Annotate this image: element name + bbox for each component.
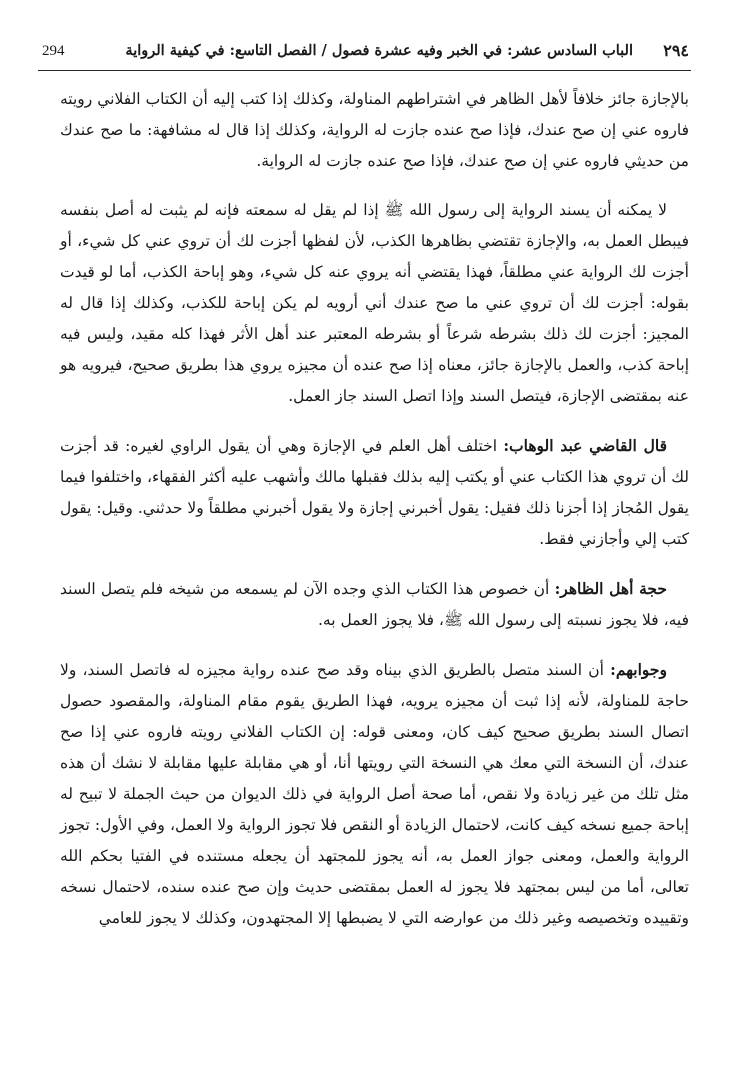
paragraph-isnad [60, 195, 689, 412]
paragraph-lead: وجوابهم: [610, 660, 667, 679]
paragraph-continuation [60, 84, 689, 177]
paragraph-text: أن خصوص هذا الكتاب الذي وجده الآن لم يسمعه من شيخه فلم يتصل السند فيه، فلا يجوز نسبته إلى رسول الله ﷺ، فلا يجوز العمل به. [60, 580, 689, 629]
paragraph-text: بالإجازة جائز خلافاً لأهل الظاهر في اشتراطهم المناولة، وكذلك إذا كتب إليه أن الكتاب الفلاني رويته فاروه عني إن صح عندك، فإذا صح عنده جازت له الرواية، وكذلك إذا قال له مشافهة: ما صح عندك من حديثي فاروه عني إن صح عندك، فإذا صح عنده جازت له الرواية. [60, 90, 689, 170]
paragraph-qadi-abd-al-wahhab [60, 430, 689, 555]
paragraph-response [60, 654, 689, 934]
page-number-latin: 294 [42, 43, 65, 59]
page-header [38, 38, 691, 71]
running-title: الباب السادس عشر: في الخبر وفيه عشرة فصول / الفصل التاسع: في كيفية الرواية [125, 42, 633, 59]
paragraph-lead: حجة أهل الظاهر: [554, 579, 667, 598]
page-body [60, 84, 689, 952]
paragraph-text: أن السند متصل بالطريق الذي بيناه وقد صح عنده رواية مجيزه له فاتصل السند، ولا حاجة للمناولة، لأنه إذا ثبت أن مجيزه يرويه، فهذا الطريق يقوم مقام المناولة، والمقصود حصول اتصال السند بطريق صحيح كيف كان، ومعنى قوله: إن الكتاب الفلاني رويته فاروه عني إذا صح عندك، أن النسخة التي معك هي النسخة التي رويتها أنا، أو هي مقابلة عليها مقابلة لا نشك أن هذه مثل تلك من غير زيادة ولا نقص، أما صحة أصل الرواية في ذلك الديوان من حيث الجملة لا تبيح له إباحة جميع نسخه كيف كانت، لاحتمال الزيادة أو النقص فلا تجوز الرواية ولا العمل، وفي الأول: تجوز الرواية والعمل، ومعنى جواز العمل به، أنه يجوز للمجتهد أن يجعله مستنده في الفتيا بحكم الله تعالى، أما من ليس بمجتهد فلا يجوز له العمل بمقتضى حديث وإن صح عنده سنده، لاحتمال نسخه وتقييده وتخصيصه وغير ذلك من عوارضه التي لا يضبطها إلا المجتهدون، وكذلك لا يجوز للعامي [60, 661, 689, 927]
paragraph-lead: قال القاضي عبد الوهاب: [503, 436, 667, 455]
paragraph-zahiri-argument [60, 573, 689, 636]
paragraph-text: لا يمكنه أن يسند الرواية إلى رسول الله ﷺ إذا لم يقل له سمعته فإنه لم يثبت له أصل بنفسه فيبطل العمل به، والإجازة تقتضي بظاهرها الكذب، لأن لفظها أجزت لك أن تروي عني كل شيء، أو أجزت لك الرواية عني مطلقاً، فهذا يقتضي أنه يروي عنه كل شيء، وهو إباحة الكذب، أما لو قيدت بقوله: أجزت لك أن تروي عني ما صح عندك أني أرويه لم يكن إباحة للكذب، وكذلك إذا قال له المجيز: أجزت لك ذلك بشرطه شرعاً أو بشرطه المعتبر عند أهل الأثر فهذا كله مقيد، وليس فيه إباحة كذب، والعمل بالإجازة جائز، معناه إذا صح عنده أن مجيزه يروي هذا بطريق صحيح، فيرويه هو عنه بمقتضى الإجازة، فيتصل السند وإذا اتصل السند جاز العمل. [60, 201, 689, 405]
page-number-arabic: ٢٩٤ [663, 41, 689, 60]
paragraph-text: اختلف أهل العلم في الإجازة وهي أن يقول الراوي لغيره: قد أجزت لك أن تروي هذا الكتاب عني أو يكتب إليه بذلك فقبلها مالك وأشهب عليه أكثر الفقهاء، واختلفوا فيما يقول المُجاز إذا أجزنا ذلك فقيل: يقول أخبرني إجازة ولا يقول أخبرني مطلقاً ولا حدثني. وقيل: يقول كتب إلي وأجازني فقط. [60, 437, 689, 548]
